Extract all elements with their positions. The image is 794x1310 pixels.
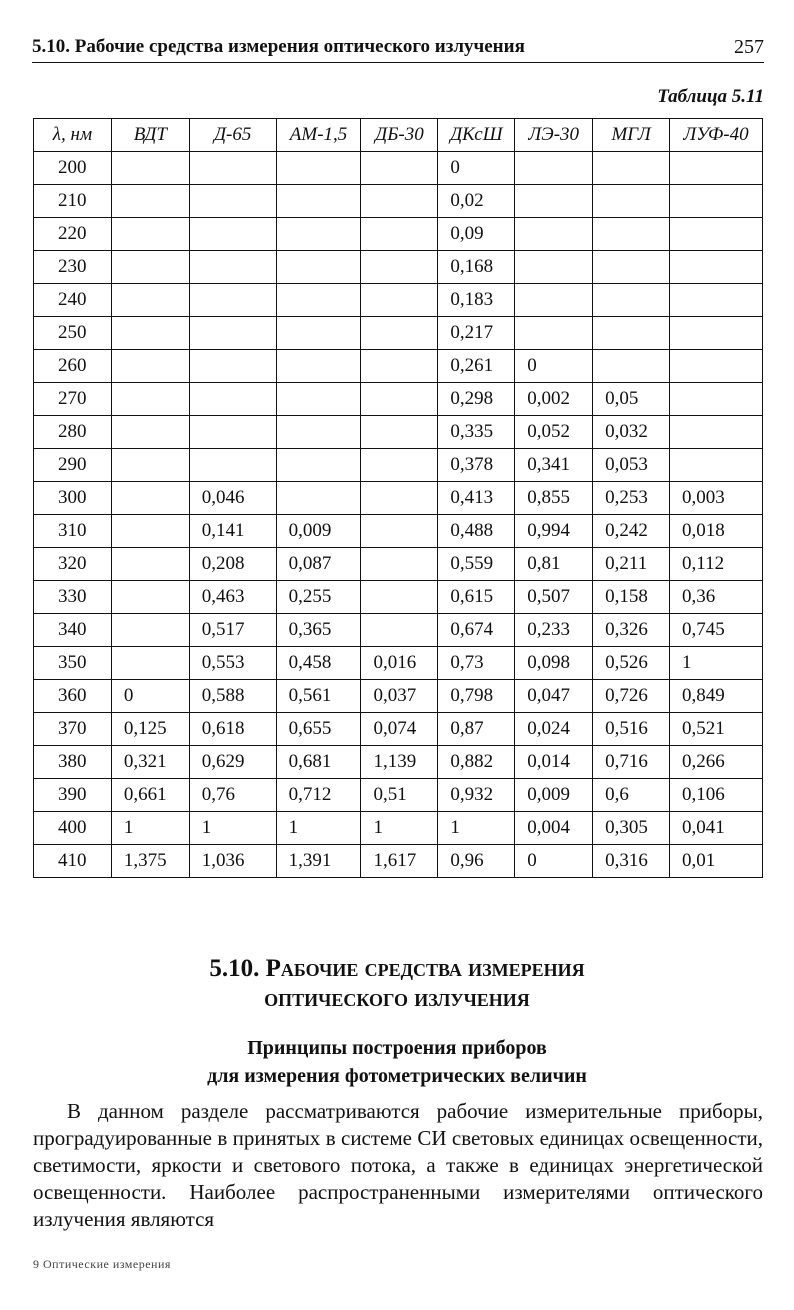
- table-row: [34, 548, 763, 581]
- table-cell: [276, 416, 361, 449]
- table-cell: 0,463: [189, 581, 276, 614]
- table-cell: [361, 350, 438, 383]
- table-cell: 0,553: [189, 647, 276, 680]
- table-cell: [361, 152, 438, 185]
- table-row: [34, 416, 763, 449]
- table-cell: 0,242: [593, 515, 670, 548]
- table-cell: 0,009: [515, 779, 593, 812]
- table-cell: 1: [276, 812, 361, 845]
- table-cell: 0,526: [593, 647, 670, 680]
- table-cell: 0,125: [111, 713, 189, 746]
- table-header-cell: ЛЭ-30: [515, 119, 593, 152]
- table-cell: 0,01: [670, 845, 763, 878]
- table-cell: 0: [111, 680, 189, 713]
- wavelength-cell: 290: [34, 449, 112, 482]
- table-row: [34, 152, 763, 185]
- table-cell: 0,05: [593, 383, 670, 416]
- table-cell: [189, 449, 276, 482]
- table-cell: 1: [670, 647, 763, 680]
- table-cell: 0,674: [438, 614, 515, 647]
- table-cell: 0,712: [276, 779, 361, 812]
- table-cell: 0,141: [189, 515, 276, 548]
- table-cell: 0,158: [593, 581, 670, 614]
- table-cell: 0,413: [438, 482, 515, 515]
- table-cell: 1,375: [111, 845, 189, 878]
- table-cell: [111, 548, 189, 581]
- sub-heading: [0, 1034, 794, 1090]
- table-caption: Таблица 5.11: [657, 86, 764, 107]
- table-cell: [111, 251, 189, 284]
- table-cell: 0,76: [189, 779, 276, 812]
- table-cell: [670, 449, 763, 482]
- table-cell: [670, 317, 763, 350]
- table-cell: [361, 284, 438, 317]
- wavelength-cell: 360: [34, 680, 112, 713]
- table-cell: [361, 449, 438, 482]
- wavelength-cell: 350: [34, 647, 112, 680]
- table-cell: 0,36: [670, 581, 763, 614]
- wavelength-cell: 300: [34, 482, 112, 515]
- table-cell: [111, 647, 189, 680]
- table-cell: [189, 152, 276, 185]
- table-cell: [361, 482, 438, 515]
- table-cell: 0,004: [515, 812, 593, 845]
- table-row: [34, 449, 763, 482]
- table-cell: 0,73: [438, 647, 515, 680]
- table-header-cell: ДКсШ: [438, 119, 515, 152]
- table-cell: 0,6: [593, 779, 670, 812]
- wavelength-cell: 270: [34, 383, 112, 416]
- table-cell: 0,211: [593, 548, 670, 581]
- table-row: [34, 614, 763, 647]
- table-header-cell: АМ-1,5: [276, 119, 361, 152]
- wavelength-cell: 370: [34, 713, 112, 746]
- table-cell: 0,305: [593, 812, 670, 845]
- table-cell: [111, 383, 189, 416]
- table-cell: [111, 482, 189, 515]
- table-cell: [361, 218, 438, 251]
- table-cell: 0,51: [361, 779, 438, 812]
- table-cell: [670, 251, 763, 284]
- table-cell: 0,561: [276, 680, 361, 713]
- table-cell: 0,014: [515, 746, 593, 779]
- table-cell: 0,661: [111, 779, 189, 812]
- wavelength-cell: 210: [34, 185, 112, 218]
- table-cell: 0,024: [515, 713, 593, 746]
- body-paragraph: В данном разделе рассматриваются рабочие измерительные приборы, проградуированные в принятых в системе СИ световых единицах освещенности, светимости, яркости и светового потока, а также в единицах энергетической освещенности. Наиболее распространенными измерителями оптического излучения являются: [33, 1099, 763, 1231]
- table-cell: 0,298: [438, 383, 515, 416]
- table-row: [34, 746, 763, 779]
- table-cell: [515, 284, 593, 317]
- wavelength-cell: 380: [34, 746, 112, 779]
- table-cell: 0,183: [438, 284, 515, 317]
- wavelength-cell: 320: [34, 548, 112, 581]
- table-cell: [361, 416, 438, 449]
- wavelength-cell: 200: [34, 152, 112, 185]
- table-cell: 0,745: [670, 614, 763, 647]
- table-cell: 0,516: [593, 713, 670, 746]
- table-cell: 0,855: [515, 482, 593, 515]
- table-cell: 0,326: [593, 614, 670, 647]
- table-cell: 0,168: [438, 251, 515, 284]
- table-cell: [276, 482, 361, 515]
- table-cell: 0,378: [438, 449, 515, 482]
- table-cell: 0,098: [515, 647, 593, 680]
- wavelength-cell: 330: [34, 581, 112, 614]
- table-cell: [111, 152, 189, 185]
- wavelength-cell: 410: [34, 845, 112, 878]
- table-cell: 0,032: [593, 416, 670, 449]
- table-cell: [276, 185, 361, 218]
- table-cell: 0,112: [670, 548, 763, 581]
- table-cell: 0,041: [670, 812, 763, 845]
- table-header-cell: λ, нм: [34, 119, 112, 152]
- table-cell: 0,629: [189, 746, 276, 779]
- table-cell: 0,02: [438, 185, 515, 218]
- table-header-cell: Д-65: [189, 119, 276, 152]
- table-cell: 0,655: [276, 713, 361, 746]
- table-cell: [111, 284, 189, 317]
- running-head: [32, 36, 764, 63]
- table-cell: 0,106: [670, 779, 763, 812]
- table-cell: [361, 614, 438, 647]
- table-cell: [361, 515, 438, 548]
- table-cell: 0,615: [438, 581, 515, 614]
- table-cell: 1: [438, 812, 515, 845]
- table-cell: 0,335: [438, 416, 515, 449]
- table-row: [34, 812, 763, 845]
- wavelength-cell: 230: [34, 251, 112, 284]
- table-cell: 0: [515, 350, 593, 383]
- table-row: [34, 284, 763, 317]
- table-cell: 0,09: [438, 218, 515, 251]
- table-cell: [276, 350, 361, 383]
- table-cell: [111, 317, 189, 350]
- table-row: [34, 317, 763, 350]
- table-cell: [593, 284, 670, 317]
- section-heading-line: оптического излучения: [264, 985, 530, 1012]
- wavelength-cell: 260: [34, 350, 112, 383]
- table-cell: 1,036: [189, 845, 276, 878]
- table-cell: [670, 185, 763, 218]
- table-cell: [276, 317, 361, 350]
- table-cell: [111, 449, 189, 482]
- table-cell: 0,681: [276, 746, 361, 779]
- wavelength-cell: 400: [34, 812, 112, 845]
- table-cell: [361, 251, 438, 284]
- table-row: [34, 779, 763, 812]
- table-cell: 0,849: [670, 680, 763, 713]
- table-row: [34, 581, 763, 614]
- table-cell: [515, 185, 593, 218]
- table-row: [34, 680, 763, 713]
- table-cell: 0,002: [515, 383, 593, 416]
- wavelength-cell: 220: [34, 218, 112, 251]
- table-cell: [189, 185, 276, 218]
- table-cell: 0,521: [670, 713, 763, 746]
- table-cell: [515, 152, 593, 185]
- table-row: [34, 350, 763, 383]
- table-cell: 0,009: [276, 515, 361, 548]
- table-row: [34, 845, 763, 878]
- wavelength-cell: 280: [34, 416, 112, 449]
- table-cell: 0,316: [593, 845, 670, 878]
- table-cell: [111, 581, 189, 614]
- table-cell: [189, 218, 276, 251]
- table-cell: 0,87: [438, 713, 515, 746]
- table-cell: 0,217: [438, 317, 515, 350]
- table-cell: 0,253: [593, 482, 670, 515]
- table-cell: [276, 251, 361, 284]
- table-cell: [515, 251, 593, 284]
- table-cell: [593, 317, 670, 350]
- table-cell: [111, 416, 189, 449]
- table-header-row: [34, 119, 763, 152]
- table-cell: 0,037: [361, 680, 438, 713]
- table-cell: [111, 185, 189, 218]
- table-cell: 1: [111, 812, 189, 845]
- table-cell: [189, 317, 276, 350]
- table-row: [34, 515, 763, 548]
- table-cell: 0,053: [593, 449, 670, 482]
- table-cell: [111, 515, 189, 548]
- table-cell: 0,798: [438, 680, 515, 713]
- wavelength-cell: 340: [34, 614, 112, 647]
- table-cell: [593, 185, 670, 218]
- table-cell: 0,559: [438, 548, 515, 581]
- table-cell: 0,074: [361, 713, 438, 746]
- table-cell: [515, 317, 593, 350]
- footer-signature: 9 Оптические измерения: [33, 1257, 171, 1271]
- table-cell: 0,96: [438, 845, 515, 878]
- table-cell: 0,618: [189, 713, 276, 746]
- page-number: 257: [734, 36, 764, 58]
- table-header-cell: ВДТ: [111, 119, 189, 152]
- table-body: [34, 152, 763, 878]
- table-cell: 0,266: [670, 746, 763, 779]
- table-cell: [670, 416, 763, 449]
- sub-heading-line: для измерения фотометрических величин: [207, 1065, 587, 1087]
- table-cell: [276, 449, 361, 482]
- table-cell: 1,391: [276, 845, 361, 878]
- table-cell: 0,208: [189, 548, 276, 581]
- table-row: [34, 251, 763, 284]
- table-cell: [593, 251, 670, 284]
- table-row: [34, 185, 763, 218]
- table-row: [34, 647, 763, 680]
- table-cell: 0,882: [438, 746, 515, 779]
- section-heading: [0, 954, 794, 1014]
- table-header-cell: ДБ-30: [361, 119, 438, 152]
- table-cell: 0,458: [276, 647, 361, 680]
- table-row: [34, 218, 763, 251]
- table-cell: 1,139: [361, 746, 438, 779]
- table-header-cell: ЛУФ-40: [670, 119, 763, 152]
- table-cell: [189, 251, 276, 284]
- table-cell: 0,018: [670, 515, 763, 548]
- table-cell: [189, 284, 276, 317]
- table-row: [34, 482, 763, 515]
- table-cell: 0,233: [515, 614, 593, 647]
- table-cell: [276, 218, 361, 251]
- table-cell: 0,726: [593, 680, 670, 713]
- table-cell: 0,588: [189, 680, 276, 713]
- table-cell: 0,047: [515, 680, 593, 713]
- table-cell: 0,716: [593, 746, 670, 779]
- table-cell: 0,507: [515, 581, 593, 614]
- table-cell: [361, 383, 438, 416]
- table-cell: [276, 284, 361, 317]
- table-cell: 0,365: [276, 614, 361, 647]
- table-cell: 0,321: [111, 746, 189, 779]
- table-cell: [361, 581, 438, 614]
- table-cell: 0,261: [438, 350, 515, 383]
- data-table: [33, 118, 763, 878]
- table-cell: 0,046: [189, 482, 276, 515]
- table-cell: 0,341: [515, 449, 593, 482]
- table-cell: [670, 383, 763, 416]
- table-cell: 0: [515, 845, 593, 878]
- table-cell: [593, 218, 670, 251]
- table-cell: 0,932: [438, 779, 515, 812]
- table-cell: [593, 350, 670, 383]
- sub-heading-line: Принципы построения приборов: [247, 1037, 547, 1059]
- table-cell: [111, 614, 189, 647]
- wavelength-cell: 390: [34, 779, 112, 812]
- table-cell: [515, 218, 593, 251]
- table-cell: 0,81: [515, 548, 593, 581]
- table-cell: [670, 284, 763, 317]
- table-cell: [189, 350, 276, 383]
- table-cell: [111, 218, 189, 251]
- table-cell: 0,488: [438, 515, 515, 548]
- wavelength-cell: 250: [34, 317, 112, 350]
- table-cell: [189, 416, 276, 449]
- wavelength-cell: 310: [34, 515, 112, 548]
- table-cell: [276, 152, 361, 185]
- table-cell: 0,994: [515, 515, 593, 548]
- table-cell: 0,016: [361, 647, 438, 680]
- table-cell: [361, 317, 438, 350]
- table-cell: [361, 548, 438, 581]
- table-cell: [361, 185, 438, 218]
- table-cell: 1,617: [361, 845, 438, 878]
- wavelength-cell: 240: [34, 284, 112, 317]
- table-cell: [593, 152, 670, 185]
- table-cell: [276, 383, 361, 416]
- table-cell: 0,255: [276, 581, 361, 614]
- table-cell: [670, 350, 763, 383]
- table-row: [34, 383, 763, 416]
- table-row: [34, 713, 763, 746]
- table-cell: 1: [361, 812, 438, 845]
- table-cell: [189, 383, 276, 416]
- table-cell: 0: [438, 152, 515, 185]
- table-cell: 0,052: [515, 416, 593, 449]
- table-cell: 0,517: [189, 614, 276, 647]
- table-cell: 0,087: [276, 548, 361, 581]
- table-header-cell: МГЛ: [593, 119, 670, 152]
- running-head-title: 5.10. Рабочие средства измерения оптического излучения: [32, 36, 525, 57]
- table-cell: [670, 152, 763, 185]
- table-cell: 0,003: [670, 482, 763, 515]
- table-cell: [111, 350, 189, 383]
- section-heading-line: 5.10. Рабочие средства измерения: [209, 955, 585, 982]
- table-cell: [670, 218, 763, 251]
- table-cell: 1: [189, 812, 276, 845]
